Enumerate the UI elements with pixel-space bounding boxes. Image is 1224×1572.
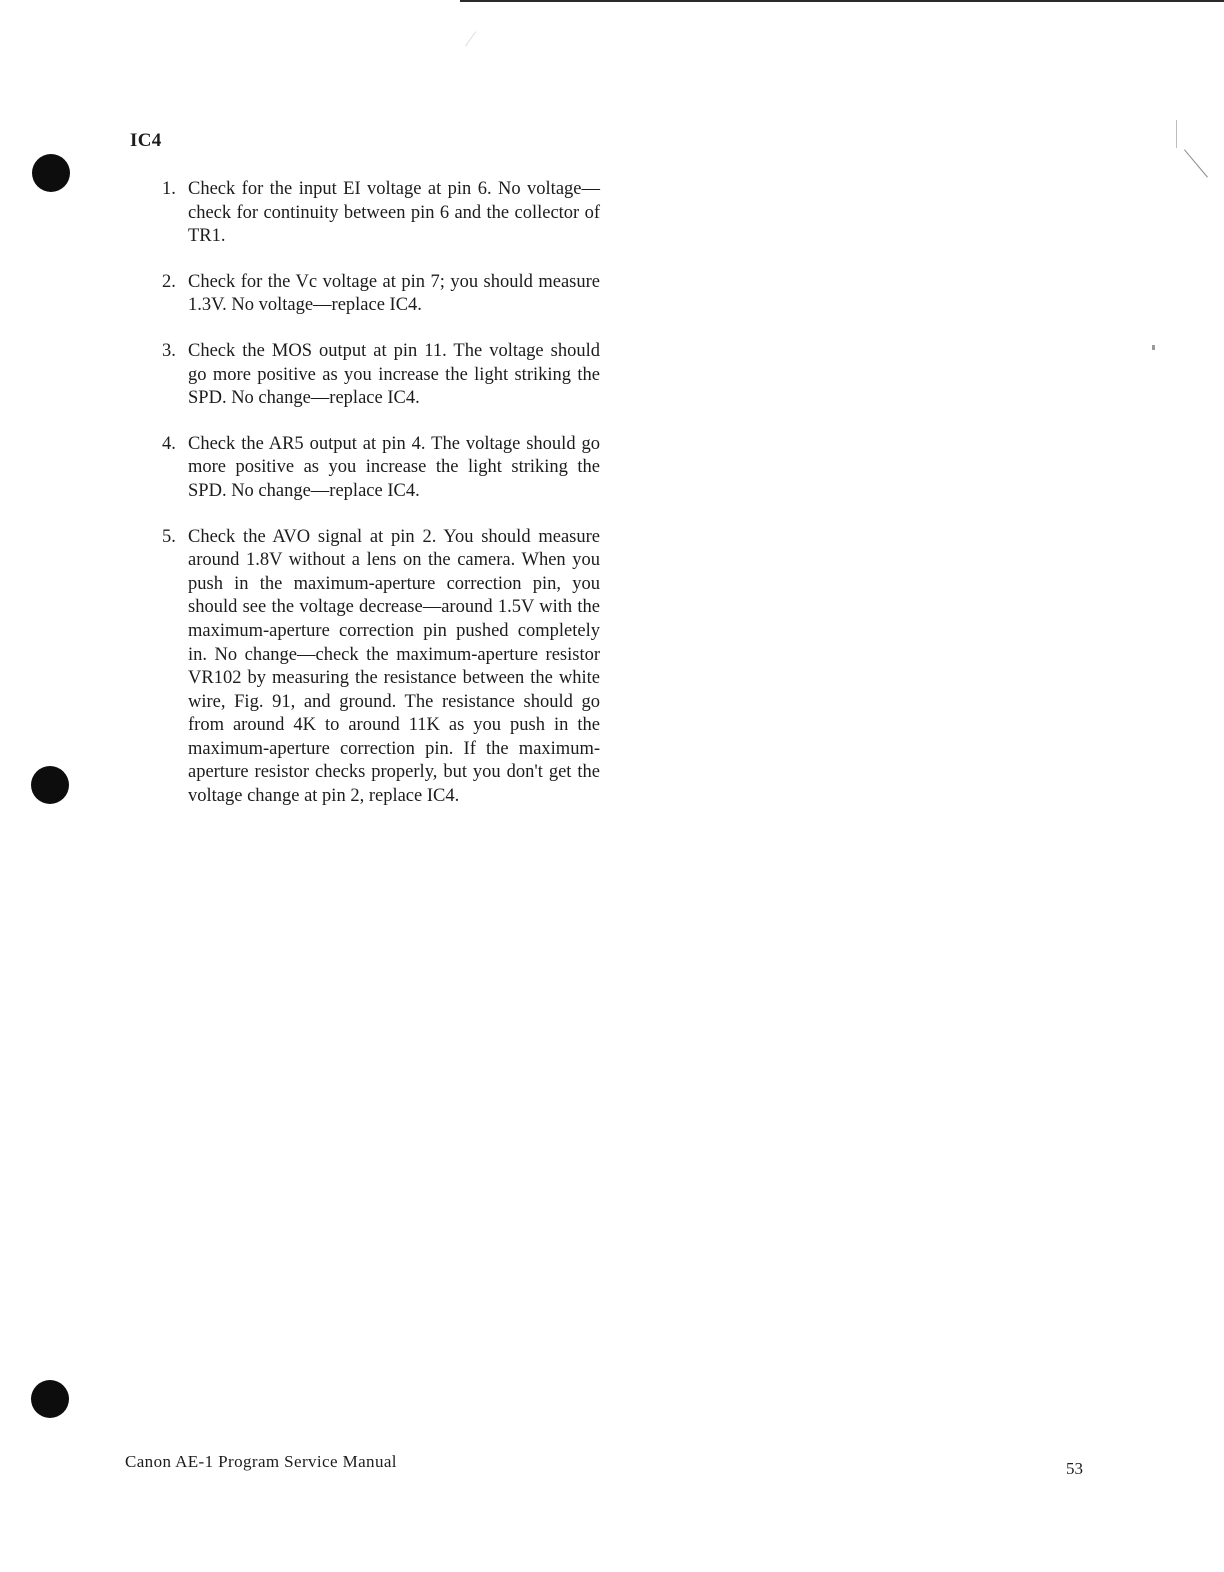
step-number: 1. [162,179,176,199]
troubleshooting-steps [160,178,600,809]
step-2 [160,271,600,318]
step-text: Check for the Vc voltage at pin 7; you should measure 1.3V. No voltage—replace IC4. [188,271,600,316]
binder-hole-top [32,154,70,192]
step-text: Check the AR5 output at pin 4. The voltage should go more positive as you increase the light striking the SPD. No change—replace IC4. [188,433,600,501]
step-number: 5. [162,526,176,547]
scan-artifact [1184,149,1208,177]
step-4 [160,433,600,504]
step-5 [160,526,600,809]
step-number: 4. [162,433,176,454]
page-number: 53 [1066,1459,1083,1478]
step-1 [160,178,600,249]
step-text: Check the MOS output at pin 11. The voltage should go more positive as you increase the light striking the SPD. No change—replace IC4. [188,340,600,409]
step-text: Check for the input EI voltage at pin 6. No voltage—check for continuity between pin 6 and the collector of TR1. [188,179,600,247]
top-scan-edge [460,0,1224,2]
footer-manual-title: Canon AE-1 Program Service Manual [125,1452,397,1471]
step-text: Check the AVO signal at pin 2. You should measure around 1.8V without a lens on the camera. When you push in the maximum-aperture correction pin, you should see the voltage decrease—around 1.5V with the maximum-aperture correction pin pushed completely in. No change—check the maximum-aperture resistor VR102 by measuring the resistance between the white wire, Fig. 91, and ground. The resistance should go from around 4K to around 11K as you push in the maximum-aperture correction pin. If the maximum-aperture resistor checks properly, but you don't get the voltage change at pin 2, replace IC4. [188,526,600,807]
binder-hole-middle [31,766,69,804]
section-heading: IC4 [130,130,162,151]
step-number: 3. [162,340,176,361]
scan-artifact [465,31,476,46]
scan-artifact [1176,120,1177,148]
step-number: 2. [162,271,176,292]
scan-artifact [1152,345,1155,350]
step-3 [160,340,600,411]
binder-hole-bottom [31,1380,69,1418]
